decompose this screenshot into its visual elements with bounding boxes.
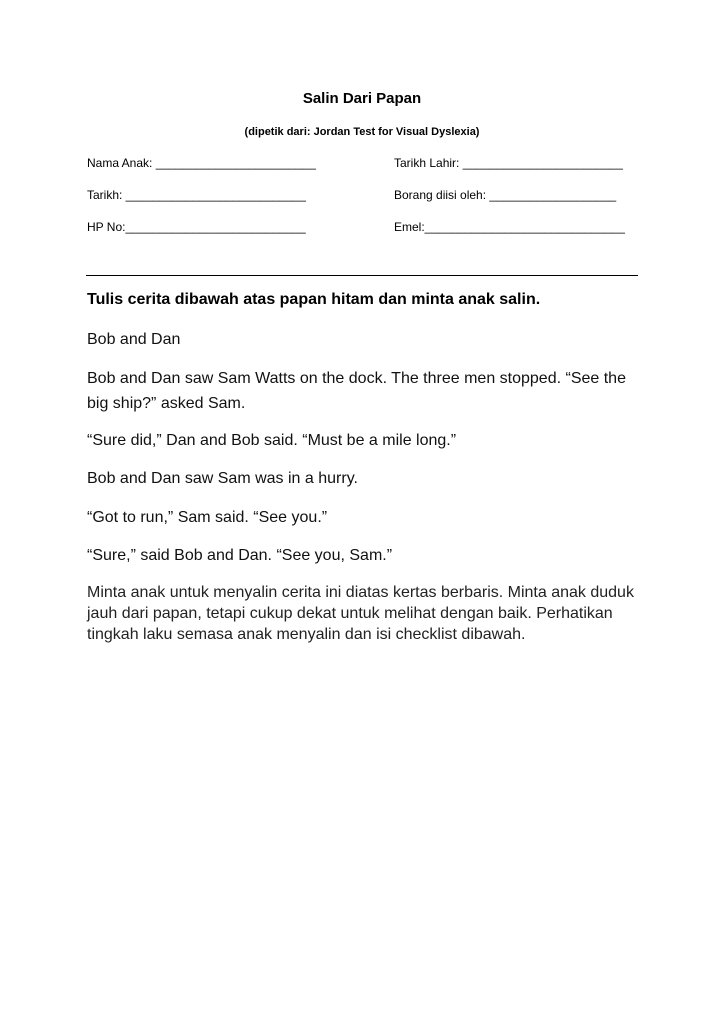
hp-no-field: HP No:___________________________ xyxy=(87,220,306,234)
story-title: Bob and Dan xyxy=(87,331,181,348)
emel-field: Emel:______________________________ xyxy=(394,220,625,234)
page-subtitle: (dipetik dari: Jordan Test for Visual Dyslexia) xyxy=(244,126,480,138)
instruction-heading: Tulis cerita dibawah atas papan hitam dan minta anak salin. xyxy=(87,291,541,308)
tarikh-field: Tarikh: ___________________________ xyxy=(87,188,306,202)
story-paragraph: “Sure,” said Bob and Dan. “See you, Sam.” xyxy=(87,547,393,564)
tarikh-lahir-field: Tarikh Lahir: ________________________ xyxy=(394,156,623,170)
nama-anak-field: Nama Anak: ________________________ xyxy=(87,156,316,170)
divider xyxy=(86,275,638,276)
story-paragraph: Bob and Dan saw Sam was in a hurry. xyxy=(87,470,358,487)
page-title: Salin Dari Papan xyxy=(302,90,422,107)
story-paragraph: “Got to run,” Sam said. “See you.” xyxy=(87,509,328,526)
story-paragraph: Bob and Dan saw Sam Watts on the dock. The three men stopped. “See the big ship?” asked Sam. xyxy=(87,370,626,412)
instruction-note: Minta anak untuk menyalin cerita ini diatas kertas berbaris. Minta anak duduk jauh dari papan, tetapi cukup dekat untuk melihat dengan baik. Perhatikan tingkah laku semasa anak menyalin dan isi checklist dibawah. xyxy=(87,584,634,643)
story-paragraph: “Sure did,” Dan and Bob said. “Must be a mile long.” xyxy=(87,432,457,449)
borang-diisi-oleh-field: Borang diisi oleh: ___________________ xyxy=(394,188,617,202)
